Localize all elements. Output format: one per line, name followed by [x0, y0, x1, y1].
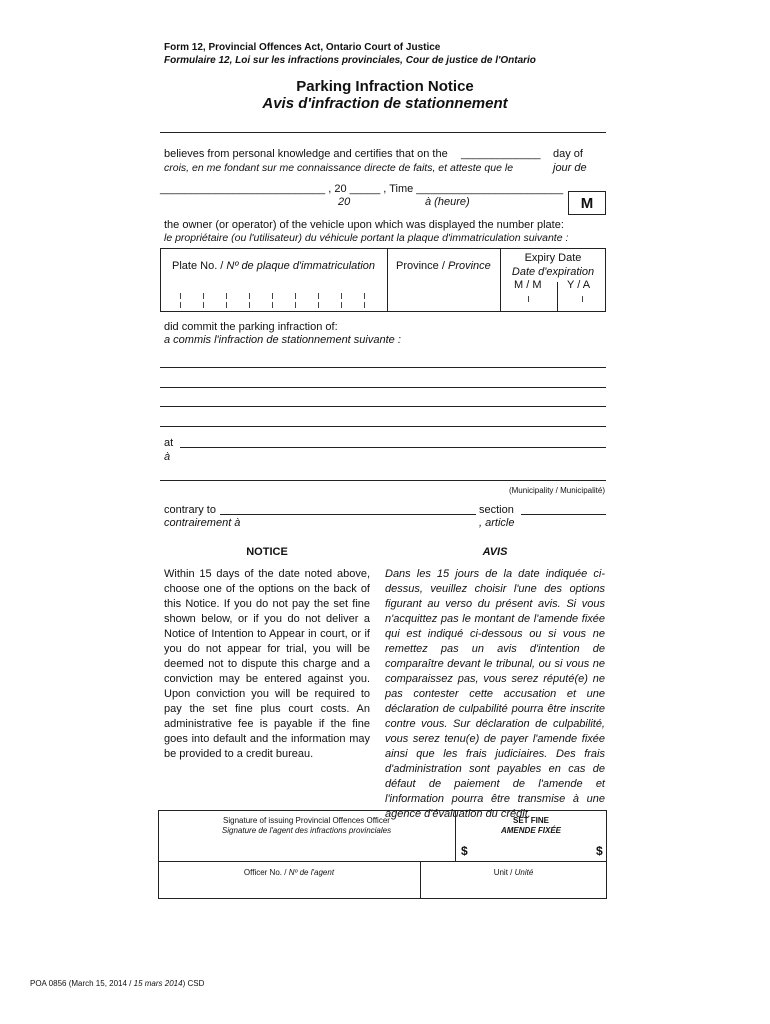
- plate-char-tick: [226, 302, 227, 308]
- infraction-line-2[interactable]: [160, 387, 606, 388]
- location-line[interactable]: [180, 447, 606, 448]
- expiry-char-tick: [528, 296, 529, 302]
- plate-char-tick: [364, 302, 365, 308]
- plate-char-tick: [341, 293, 342, 299]
- expiry-label-fr: Date d'expiration: [511, 266, 595, 278]
- expiry-year-label: Y / A: [567, 279, 591, 291]
- expiry-label-en: Expiry Date: [524, 252, 582, 264]
- infraction-line-4[interactable]: [160, 426, 606, 427]
- expiry-month-label: M / M: [514, 279, 542, 291]
- plate-label-en: Plate No. /: [172, 260, 224, 272]
- set-fine-label-en: SET FINE: [512, 816, 549, 825]
- dollar-sign-left: $: [461, 844, 468, 858]
- plate-label: [172, 260, 375, 272]
- plate-char-tick: [249, 302, 250, 308]
- plate-char-tick: [341, 302, 342, 308]
- signature-box-mid-rule: [158, 861, 607, 862]
- province-label-fr: Province: [447, 260, 491, 272]
- title-fr: Avis d'infraction de stationnement: [262, 95, 508, 112]
- form-reference-en: Form 12, Provincial Offences Act, Ontario Court of Justice: [164, 42, 441, 53]
- plate-char-tick: [203, 293, 204, 299]
- year-label-fr: 20: [338, 196, 351, 208]
- notice-body-fr: Dans les 15 jours de la date indiquée ci-dessus, veuillez choisir l'une des options figurant au verso du présent avis. Si vous n'acquittez pas le montant de l'amende fixée qui est indiqué ci-dessous ou si vous ne remettez pas un avis d'intention de comparaître devant le tribunal, ou si vous ne comparaissez pas, vous serez réputé(e) ne pas contester cette accusation et une déclaration de culpabilité pourra être inscrite contre vous. Sur déclaration de culpabilité, vous serez tenu(e) de payer l'amende fixée ainsi que les frais judiciaires. Des frais d'administration sont payables en cas de défaut de paiement de l'amende et l'information pourra être transmise à une agence d'évaluation du crédit.: [385, 568, 605, 820]
- infraction-text-fr: a commis l'infraction de stationnement suivante :: [164, 334, 401, 346]
- unit-label: [420, 868, 607, 877]
- time-label-fr: à (heure): [425, 196, 470, 208]
- officer-name-line[interactable]: [160, 132, 606, 133]
- province-label-en: Province /: [396, 260, 445, 272]
- province-label: [396, 260, 491, 272]
- expiry-split: [557, 282, 558, 312]
- certify-text-fr: crois, en me fondant sur me connaissance directe de faits, et atteste que le: [164, 162, 514, 174]
- municipality-label: (Municipality / Municipalité): [508, 486, 605, 495]
- infraction-text-en: did commit the parking infraction of:: [164, 321, 338, 333]
- contrary-label-fr: contrairement à: [164, 517, 241, 529]
- set-fine-field[interactable]: [472, 840, 592, 858]
- plate-char-tick: [203, 302, 204, 308]
- expiry-char-tick: [582, 296, 583, 302]
- plate-char-tick: [249, 293, 250, 299]
- owner-text-en: the owner (or operator) of the vehicle upon which was displayed the number plate:: [164, 219, 564, 231]
- officer-no-label: [158, 868, 420, 877]
- notice-heading-en: NOTICE: [246, 546, 288, 558]
- notice-body-en: Within 15 days of the date noted above, choose one of the options on the back of this Notice. If you do not pay the set fine shown below, or if you do not deliver a Notice of Intention to Appear in court, or if you do not appear for trial, you will be deemed not to dispute this charge and a conviction may be entered against you. Upon conviction you will be required to pay the set fine plus court costs. An administrative fee is payable if the fine goes into default and the information may be provided to a credit bureau.: [164, 568, 370, 760]
- municipality-line[interactable]: [160, 480, 606, 481]
- notice-heading-fr: AVIS: [482, 546, 508, 558]
- plate-char-tick: [318, 293, 319, 299]
- form-code-end: ) CSD: [182, 979, 205, 988]
- unit-label-fr: Unité: [514, 868, 534, 877]
- title-en: Parking Infraction Notice: [296, 78, 474, 95]
- unit-label-en: Unit /: [493, 868, 513, 877]
- plate-char-tick: [226, 293, 227, 299]
- plate-char-tick: [180, 293, 181, 299]
- plate-label-fr: Nº de plaque d'immatriculation: [226, 260, 376, 272]
- plate-char-tick: [295, 302, 296, 308]
- plate-divider: [387, 248, 388, 312]
- set-fine-label-fr: AMENDE FIXÉE: [500, 826, 561, 835]
- contrary-label-en: contrary to: [164, 504, 216, 516]
- signature-label-en: Signature of issuing Provincial Offences Officer: [223, 816, 390, 825]
- form-code-fr: 15 mars 2014: [133, 979, 183, 988]
- infraction-line-1[interactable]: [160, 367, 606, 368]
- officer-no-label-en: Officer No. /: [243, 868, 287, 877]
- statute-line[interactable]: [220, 514, 476, 515]
- officer-no-field[interactable]: [160, 880, 418, 897]
- meridiem-box[interactable]: [568, 191, 606, 215]
- section-label-en: section: [479, 504, 514, 516]
- date-time-line[interactable]: ___________________________ , 20 _____ , Time ________________________: [160, 183, 564, 195]
- form-code: [30, 979, 204, 988]
- at-label-fr: à: [164, 451, 171, 463]
- signature-label-fr: Signature de l'agent des infractions provinciales: [221, 826, 392, 835]
- plate-char-tick: [364, 293, 365, 299]
- section-label-fr: , article: [479, 517, 515, 529]
- form-code-en: POA 0856 (March 15, 2014 /: [30, 979, 132, 988]
- meridiem-letter: M: [580, 195, 594, 212]
- signature-field[interactable]: [160, 836, 453, 859]
- unit-field[interactable]: [422, 880, 605, 897]
- plate-char-tick: [318, 302, 319, 308]
- certify-text-en: believes from personal knowledge and certifies that on the: [164, 148, 448, 160]
- jour-de-label: jour de: [553, 162, 587, 174]
- owner-text-fr: le propriétaire (ou l'utilisateur) du véhicule portant la plaque d'immatriculation suivante :: [164, 232, 569, 244]
- officer-unit-divider: [420, 861, 421, 899]
- officer-no-label-fr: Nº de l'agent: [288, 868, 335, 877]
- section-line[interactable]: [521, 514, 606, 515]
- day-blank[interactable]: _____________: [461, 148, 541, 160]
- infraction-line-3[interactable]: [160, 406, 606, 407]
- plate-char-tick: [272, 302, 273, 308]
- plate-char-tick: [272, 293, 273, 299]
- form-reference-fr: Formulaire 12, Loi sur les infractions provinciales, Cour de justice de l'Ontario: [164, 55, 536, 66]
- plate-char-tick: [180, 302, 181, 308]
- at-label-en: at: [164, 437, 174, 449]
- dollar-sign-right: $: [596, 844, 603, 858]
- day-of-label: day of: [553, 148, 583, 160]
- plate-char-tick: [295, 293, 296, 299]
